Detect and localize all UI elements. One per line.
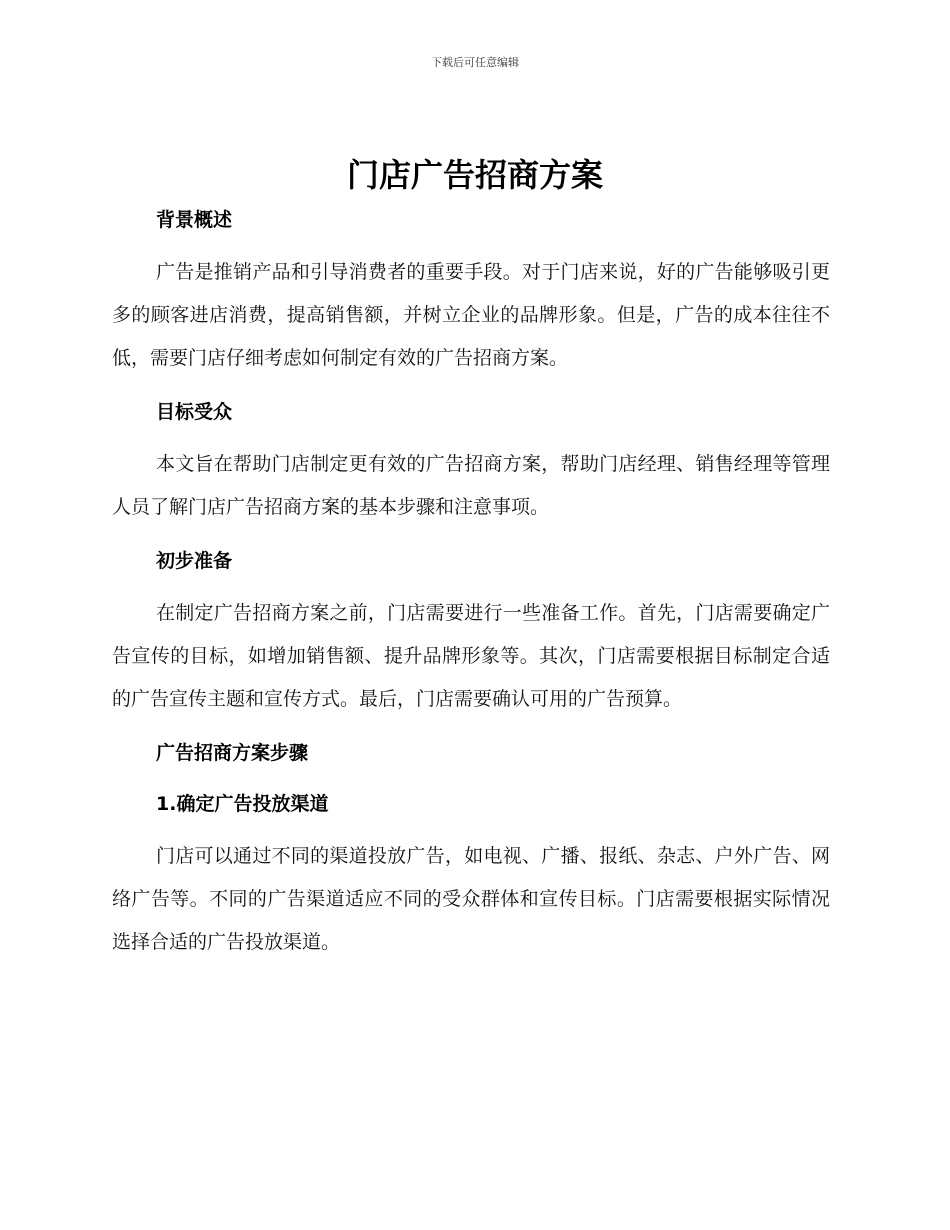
paragraph-background: 广告是推销产品和引导消费者的重要手段。对于门店来说，好的广告能够吸引更多的顾客进店消费，提高销售额，并树立企业的品牌形象。但是，广告的成本往往不低，需要门店仔细考虑如何制定有效的广告招商方案。 [112, 261, 830, 369]
document-body [112, 200, 830, 976]
document-title: 门店广告招商方案 [346, 156, 603, 194]
section-heading-audience: 目标受众 [156, 401, 233, 423]
section-heading-preparation: 初步准备 [156, 550, 233, 572]
section-heading-steps: 广告招商方案步骤 [156, 742, 309, 764]
section-heading-step-1: 1.确定广告投放渠道 [156, 793, 329, 815]
paragraph-preparation: 在制定广告招商方案之前，门店需要进行一些准备工作。首先，门店需要确定广告宣传的目标，如增加销售额、提升品牌形象等。其次，门店需要根据目标制定合适的广告宣传主题和宣传方式。最后，门店需要确认可用的广告预算。 [112, 602, 830, 710]
paragraph-step-1: 门店可以通过不同的渠道投放广告，如电视、广播、报纸、杂志、户外广告、网络广告等。不同的广告渠道适应不同的受众群体和宣传目标。门店需要根据实际情况选择合适的广告投放渠道。 [112, 845, 830, 953]
header-note: 下载后可任意编辑 [431, 56, 519, 69]
paragraph-audience: 本文旨在帮助门店制定更有效的广告招商方案，帮助门店经理、销售经理等管理人员了解门店广告招商方案的基本步骤和注意事项。 [112, 453, 830, 518]
section-heading-background: 背景概述 [156, 209, 233, 231]
